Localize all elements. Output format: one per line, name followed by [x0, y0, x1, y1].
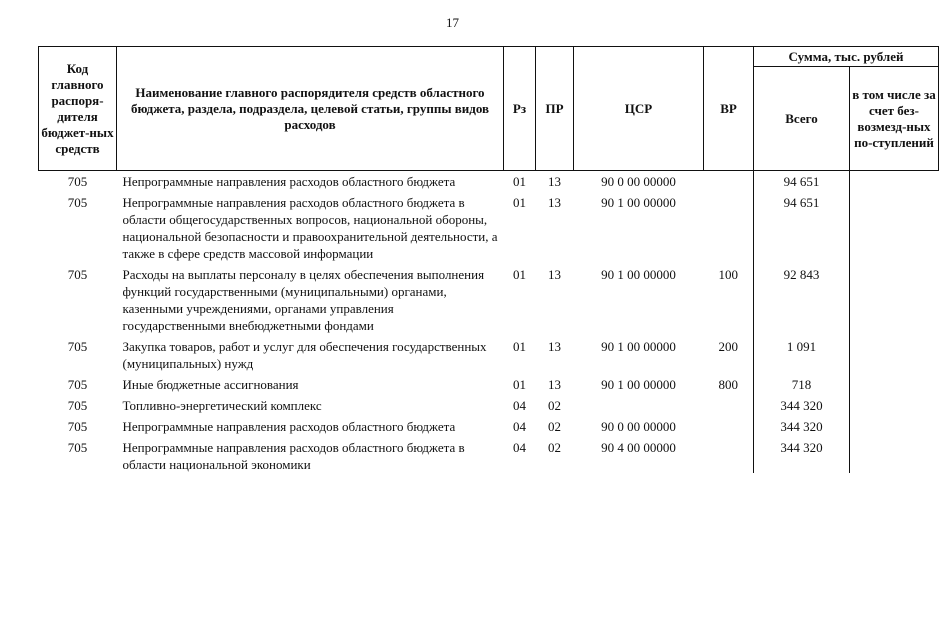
cell-pr: 13 [548, 195, 561, 210]
cell-incl [850, 372, 939, 393]
cell-vr: 100 [718, 267, 738, 282]
table-row [39, 414, 939, 435]
cell-csr: 90 1 00 00000 [601, 195, 676, 210]
cell-rz: 01 [513, 377, 526, 392]
cell-code: 705 [67, 339, 88, 354]
cell-vr: 800 [718, 377, 738, 392]
page-number: 17 [446, 15, 459, 30]
cell-total: 344 320 [754, 393, 850, 414]
table-row [39, 171, 939, 191]
table-row [39, 435, 939, 473]
cell-name: Топливно-энергетический комплекс [122, 398, 322, 413]
header-csr: ЦСР [574, 47, 704, 171]
cell-pr: 13 [548, 339, 561, 354]
cell-code: 705 [67, 398, 88, 413]
header-code: Код главного распоря-дителя бюджет-ных средств [39, 47, 117, 171]
cell-rz: 01 [513, 174, 526, 189]
cell-total: 718 [754, 372, 850, 393]
cell-incl [850, 334, 939, 372]
header-rz: Рз [504, 47, 536, 171]
table-row [39, 262, 939, 334]
cell-name: Непрограммные направления расходов областного бюджета в области общегосударственных вопросов, национальной обороны, национальной безопасности и правоохранительной деятельности, а также в сфере средств массовой информации [122, 195, 498, 261]
cell-name: Непрограммные направления расходов областного бюджета [122, 419, 456, 434]
cell-pr: 13 [548, 377, 561, 392]
cell-vr: 200 [718, 339, 738, 354]
cell-pr: 13 [548, 174, 561, 189]
cell-vr [704, 414, 754, 435]
table-row [39, 190, 939, 262]
table-row [39, 372, 939, 393]
cell-csr: 90 4 00 00000 [601, 440, 676, 455]
cell-vr [704, 190, 754, 262]
cell-incl [850, 262, 939, 334]
table-header [39, 47, 939, 171]
table-row [39, 393, 939, 414]
cell-pr: 02 [548, 398, 561, 413]
cell-total: 94 651 [754, 190, 850, 262]
cell-incl [850, 171, 939, 191]
cell-name: Расходы на выплаты персоналу в целях обеспечения выполнения функций государственными (муниципальными) органами, казенными учреждениями, органами управления государственными внебюджетными фондами [122, 267, 485, 333]
cell-code: 705 [67, 195, 88, 210]
cell-csr [574, 393, 704, 414]
cell-total: 344 320 [754, 435, 850, 473]
cell-pr: 02 [548, 419, 561, 434]
header-pr: ПР [536, 47, 574, 171]
cell-incl [850, 190, 939, 262]
budget-table [38, 46, 939, 473]
cell-vr [704, 393, 754, 414]
cell-total: 344 320 [754, 414, 850, 435]
table-body [39, 171, 939, 474]
cell-rz: 01 [513, 267, 526, 282]
cell-rz: 04 [513, 440, 526, 455]
header-sum: Сумма, тыс. рублей [754, 47, 939, 67]
cell-code: 705 [67, 174, 88, 189]
cell-csr: 90 0 00 00000 [601, 419, 676, 434]
cell-total: 94 651 [754, 171, 850, 191]
cell-pr: 13 [548, 267, 561, 282]
cell-code: 705 [67, 377, 88, 392]
cell-incl [850, 435, 939, 473]
cell-code: 705 [67, 419, 88, 434]
cell-name: Закупка товаров, работ и услуг для обеспечения государственных (муниципальных) нужд [122, 339, 487, 371]
cell-csr: 90 1 00 00000 [601, 339, 676, 354]
cell-rz: 04 [513, 398, 526, 413]
cell-csr: 90 1 00 00000 [601, 267, 676, 282]
cell-name: Непрограммные направления расходов областного бюджета в области национальной экономики [122, 440, 465, 472]
header-name: Наименование главного распорядителя средств областного бюджета, раздела, подраздела, целевой статьи, группы видов расходов [117, 47, 504, 171]
cell-code: 705 [67, 267, 88, 282]
cell-code: 705 [67, 440, 88, 455]
header-total: Всего [754, 67, 850, 171]
cell-vr [704, 435, 754, 473]
cell-pr: 02 [548, 440, 561, 455]
header-vr: ВР [704, 47, 754, 171]
cell-rz: 04 [513, 419, 526, 434]
cell-total: 92 843 [754, 262, 850, 334]
table-row [39, 334, 939, 372]
cell-total: 1 091 [754, 334, 850, 372]
cell-rz: 01 [513, 195, 526, 210]
cell-incl [850, 393, 939, 414]
cell-name: Непрограммные направления расходов областного бюджета [122, 174, 456, 189]
cell-incl [850, 414, 939, 435]
cell-vr [704, 171, 754, 191]
cell-csr: 90 1 00 00000 [601, 377, 676, 392]
cell-csr: 90 0 00 00000 [601, 174, 676, 189]
header-incl: в том числе за счет без-возмезд-ных по-ступлений [850, 67, 939, 171]
cell-rz: 01 [513, 339, 526, 354]
cell-name: Иные бюджетные ассигнования [122, 377, 299, 392]
